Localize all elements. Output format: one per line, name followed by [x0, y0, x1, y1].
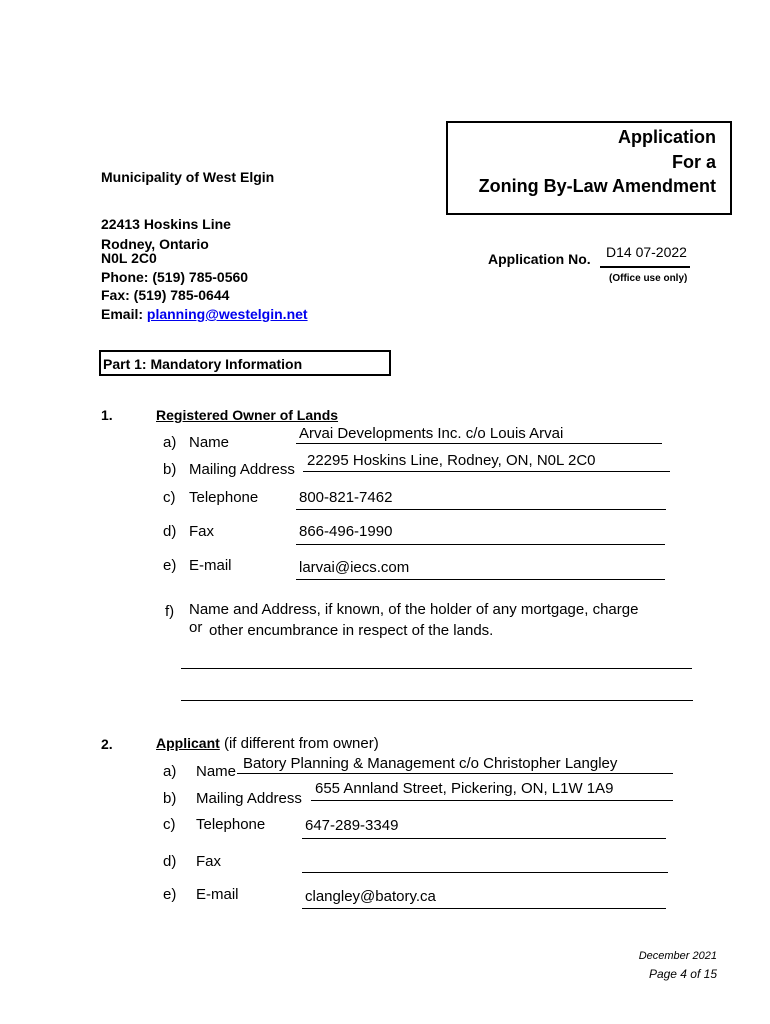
- owner-name-letter: a): [163, 434, 177, 451]
- owner-mailing-value[interactable]: 22295 Hoskins Line, Rodney, ON, N0L 2C0: [307, 452, 596, 469]
- applicant-telephone-value[interactable]: 647-289-3349: [305, 817, 399, 834]
- mortgage-text-2: other encumbrance in respect of the lands.: [209, 622, 494, 639]
- mortgage-line-1[interactable]: [181, 668, 692, 669]
- email-link[interactable]: planning@westelgin.net: [146, 306, 308, 322]
- owner-name-value[interactable]: Arvai Developments Inc. c/o Louis Arvai: [299, 425, 564, 442]
- owner-email-line: [296, 579, 665, 580]
- mortgage-letter: f): [165, 603, 175, 620]
- applicant-name-letter: a): [163, 763, 177, 780]
- applicant-email-value[interactable]: clangley@batory.ca: [305, 888, 436, 905]
- footer-date: December 2021: [638, 950, 717, 962]
- owner-name-label: Name: [189, 434, 230, 451]
- owner-email-value[interactable]: larvai@iecs.com: [299, 559, 410, 576]
- applicant-telephone-label: Telephone: [196, 816, 266, 833]
- owner-telephone-line: [296, 509, 666, 510]
- applicant-telephone-letter: c): [163, 816, 176, 833]
- applicant-name-value[interactable]: Batory Planning & Management c/o Christopher Langley: [243, 755, 618, 772]
- mortgage-prefix: or: [189, 619, 203, 636]
- title-line-3: Zoning By-Law Amendment: [478, 176, 716, 196]
- section2-title: Applicant: [156, 735, 220, 751]
- part1-heading: Part 1: Mandatory Information: [103, 356, 303, 372]
- fax-line: Fax: (519) 785-0644: [101, 287, 230, 303]
- applicant-mailing-label: Mailing Address: [196, 790, 302, 807]
- email-line: [101, 306, 308, 322]
- applicant-fax-line: [302, 872, 668, 873]
- section2-title-suffix: (if different from owner): [219, 735, 379, 752]
- owner-fax-letter: d): [163, 523, 177, 540]
- application-no-value[interactable]: D14 07-2022: [606, 244, 687, 260]
- mortgage-line-2[interactable]: [181, 700, 693, 701]
- email-label: Email:: [101, 306, 144, 322]
- footer-page: Page 4 of 15: [648, 967, 717, 981]
- address-line-2: Rodney, Ontario: [101, 236, 209, 252]
- owner-fax-line: [296, 544, 665, 545]
- application-no-label: Application No.: [488, 251, 591, 267]
- owner-email-label: E-mail: [189, 557, 232, 574]
- address-line-1: 22413 Hoskins Line: [101, 216, 231, 232]
- owner-fax-label: Fax: [189, 523, 215, 540]
- title-line-1: Application: [618, 127, 716, 147]
- owner-telephone-label: Telephone: [189, 489, 259, 506]
- section2-title-row: [156, 735, 379, 752]
- section2-number: 2.: [101, 736, 113, 752]
- applicant-fax-label: Fax: [196, 853, 222, 870]
- owner-name-line: [296, 443, 662, 444]
- applicant-fax-letter: d): [163, 853, 177, 870]
- office-use-note: (Office use only): [609, 273, 688, 284]
- applicant-email-letter: e): [163, 886, 177, 903]
- title-line-2: For a: [671, 152, 716, 172]
- owner-email-letter: e): [163, 557, 177, 574]
- form-title-box: [446, 121, 732, 215]
- applicant-telephone-line: [302, 838, 666, 839]
- owner-telephone-letter: c): [163, 489, 176, 506]
- owner-fax-value[interactable]: 866-496-1990: [299, 523, 393, 540]
- municipality-name: Municipality of West Elgin: [101, 169, 275, 185]
- applicant-mailing-value[interactable]: 655 Annland Street, Pickering, ON, L1W 1A9: [315, 780, 614, 797]
- mortgage-text-1: Name and Address, if known, of the holder of any mortgage, charge: [189, 601, 639, 618]
- section1-title: Registered Owner of Lands: [156, 407, 339, 423]
- applicant-mailing-line: [311, 800, 673, 801]
- phone-line: Phone: (519) 785-0560: [101, 269, 249, 285]
- part1-box: [99, 350, 391, 376]
- applicant-name-label: Name: [196, 763, 237, 780]
- postal-code: N0L 2C0: [101, 250, 157, 266]
- applicant-email-line: [302, 908, 666, 909]
- applicant-email-label: E-mail: [196, 886, 239, 903]
- applicant-mailing-letter: b): [163, 790, 177, 807]
- section1-number: 1.: [101, 407, 113, 423]
- owner-mailing-line: [303, 471, 670, 472]
- application-no-underline: [600, 266, 690, 268]
- owner-mailing-label: Mailing Address: [189, 461, 295, 478]
- applicant-name-line: [237, 773, 673, 774]
- owner-telephone-value[interactable]: 800-821-7462: [299, 489, 393, 506]
- owner-mailing-letter: b): [163, 461, 177, 478]
